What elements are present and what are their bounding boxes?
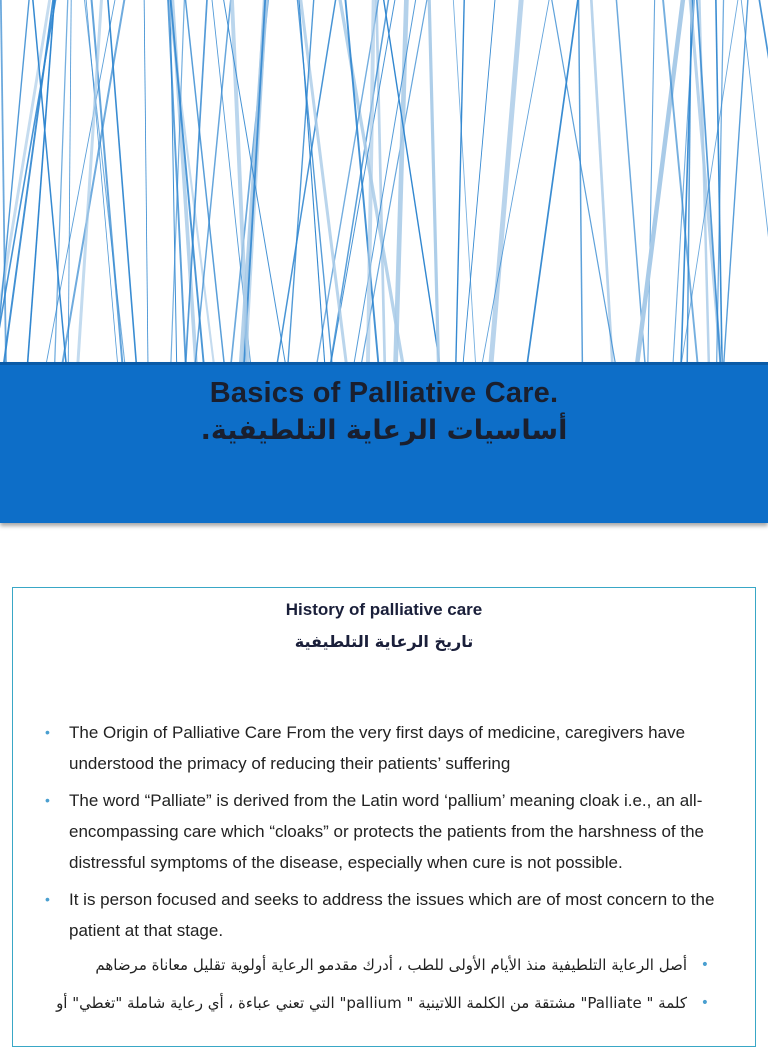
- decorative-line: [144, 0, 148, 362]
- bullet-dot-icon: •: [700, 995, 709, 1011]
- decorative-line: [62, 0, 125, 362]
- decorative-line: [616, 0, 645, 362]
- bullet-dot-icon: •: [45, 891, 50, 907]
- decorative-line: [648, 0, 655, 362]
- bullet-text: It is person focused and seeks to address the issues which are of most concern to the patient at that stage.: [69, 890, 715, 940]
- decorative-line: [396, 0, 407, 362]
- bullet-text: The Origin of Palliative Care From the very first days of medicine, caregivers have understood the primacy of reducing their patients’ suffering: [69, 723, 686, 773]
- decorative-line: [527, 0, 579, 362]
- decorative-line: [663, 0, 698, 362]
- decorative-line: [68, 0, 71, 362]
- decorative-line: [591, 0, 612, 362]
- decorative-line: [759, 0, 768, 362]
- decorative-line: [463, 0, 495, 362]
- decorative-line: [4, 0, 54, 362]
- section-heading-english: History of palliative care: [285, 600, 483, 619]
- bullet-item-arabic: [27, 988, 709, 1019]
- bullet-dot-icon: •: [700, 957, 709, 973]
- decorative-line: [579, 0, 583, 362]
- decorative-line: [108, 0, 137, 362]
- decorative-line: [223, 0, 286, 362]
- decorative-line: [491, 0, 522, 362]
- bullet-text: كلمة " Palliate" مشتقة من الكلمة اللاتينية " pallium" التي تعني عباءة ، أي رعاية شاملة "تغطي" أو: [56, 994, 687, 1012]
- vertical-lines-pattern: [0, 0, 768, 362]
- bullet-dot-icon: •: [45, 724, 50, 740]
- bullet-dot-icon: •: [45, 792, 50, 808]
- decorative-line: [78, 0, 102, 362]
- bullet-item: [45, 785, 719, 878]
- decorative-line: [195, 0, 231, 362]
- content-panel: [12, 587, 756, 1047]
- decorative-line: [232, 0, 248, 362]
- bullet-item: [45, 717, 719, 779]
- decorative-line: [724, 0, 749, 362]
- bullet-text: أصل الرعاية التلطيفية منذ الأيام الأولى للطب ، أدرك مقدمو الرعاية أولوية تقليل معاناة مرضاهم: [95, 956, 687, 974]
- bullet-item: [45, 884, 719, 946]
- slide-title-english: Basics of Palliative Care.: [209, 377, 559, 409]
- decorative-line: [91, 0, 122, 362]
- title-band: [0, 362, 768, 523]
- decorative-line: [551, 0, 616, 362]
- decorative-lines-background: [0, 0, 768, 362]
- slide-title-arabic: أساسيات الرعاية التلطيفية.: [200, 415, 568, 446]
- decorative-line: [186, 0, 208, 362]
- decorative-line: [288, 0, 314, 362]
- bullet-text: The word “Palliate” is derived from the Latin word ‘pallium’ meaning cloak i.e., an all-encompassing care which “cloaks” or protects the patients from the harshness of the distressful symptoms of the disease, especially when cure is not possible.: [69, 791, 704, 872]
- bullet-item-arabic: [27, 950, 709, 981]
- section-heading-arabic: تاريخ الرعاية التلطيفية: [294, 632, 474, 651]
